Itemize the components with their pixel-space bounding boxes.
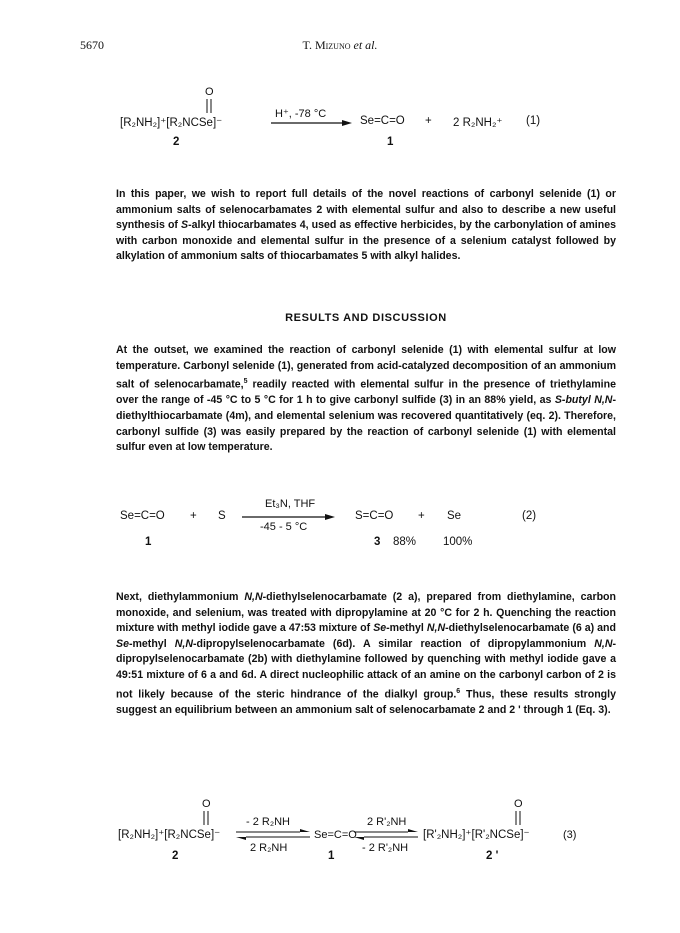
eq1-conditions: H⁺, -78 °C (275, 108, 327, 120)
paragraph-results (116, 343, 616, 456)
para1-text: ) or ammonium salts of selenocarbamates (116, 188, 616, 216)
equation-3 (0, 790, 680, 880)
eq2-product-cos: S=C=O (355, 510, 394, 522)
para3-text: -methyl (386, 622, 427, 635)
eq3-reactant: [R₂NH₂]⁺[R₂NCSe]⁻ (118, 829, 221, 841)
equation-1 (0, 0, 680, 160)
citation-5: 5 (243, 378, 248, 386)
eq3-carbonyl-o-left: O (202, 798, 211, 810)
eq2-product-se: Se (447, 510, 462, 522)
para3-text: Thus, these results strongly suggest an equilibrium between an ammonium salt of selenocarbamate 2 and 2 ' through 1 (Eq. 3). (116, 688, 616, 716)
eq2-conditions-bottom: -45 - 5 °C (260, 521, 308, 533)
eq3-label-2: 2 (172, 850, 179, 862)
eq1-label-1: 1 (387, 136, 394, 148)
eq3-number: (3) (563, 829, 577, 841)
para1-text: with alkyl halides. (367, 250, 461, 263)
eq2-yield-cos: 88% (393, 536, 417, 548)
eq1-carbonyl-o: O (205, 86, 214, 98)
para2-italic: S-butyl N,N (554, 394, 613, 407)
para1-ref-5: 5 (361, 250, 368, 263)
para3-text: -diethylselenocarbamate (6 a) and (445, 622, 616, 635)
eq3-label-2prime: 2 ' (486, 850, 499, 862)
eq2-conditions-top: Et₃N, THF (265, 498, 316, 510)
eq3-middle: Se=C=O (314, 829, 357, 841)
eq1-product-ammonium: 2 R₂NH₂⁺ (453, 117, 503, 129)
eq3-arrow1-bottom: 2 R₂NH (250, 842, 288, 854)
paragraph-intro (116, 187, 616, 265)
eq2-label-3: 3 (374, 536, 381, 548)
eq2-reactant-s: S (218, 510, 226, 522)
equation-2 (0, 490, 680, 560)
citation-6: 6 (456, 687, 461, 695)
para1-ref-2: 2 (316, 203, 323, 216)
eq1-plus: + (425, 115, 432, 127)
para2-text: At the outset, we examined the reaction of carbonyl selenide (1) with elemental sulfur at low temperature. Carbonyl selenide (1), generated from acid-catalyzed decomposition of an ammonium salt of selenocarbamate, (116, 344, 616, 391)
para3-italic: N,N (426, 622, 446, 635)
eq3-arrow2-top: 2 R'₂NH (367, 816, 407, 828)
eq2-reactant-cose: Se=C=O (120, 510, 165, 522)
para3-italic: Se (373, 622, 387, 635)
et-al: et al. (353, 38, 378, 52)
eq1-number: (1) (526, 115, 541, 127)
para1-ref-1: 1 (590, 188, 597, 200)
eq1-lines (0, 0, 680, 160)
para3-italic: N,N (594, 637, 613, 650)
para1-italic-s: S (181, 219, 189, 232)
paragraph-equilibrium (116, 590, 616, 718)
para1-text: -alkyl thiocarbamates (188, 219, 300, 232)
para3-italic: Se (116, 637, 129, 650)
para1-text: In this paper, we wish to report full details of the novel reactions of carbonyl selenide ( (116, 188, 591, 200)
para3-text: -dipropylselenocarbamate (2b) with diethylamine followed by quenching with methyl iodide gave a 49:51 mixture of 6 a and 6d. A direct nucleophilic attack of an amine on the carbonyl carbon of 2 is not likely because of the steric hindrance of the dialkyl group. (116, 637, 616, 701)
para3-text: Next, diethylammonium (116, 591, 245, 603)
eq2-lines (0, 490, 680, 560)
eq3-carbonyl-o-right: O (514, 798, 523, 810)
para3-text: -diethylselenocarbamate (2 a), prepared from diethylamine, carbon monoxide, and selenium, was treated with dipropylamine at 20 °C for 2 h. Quenching the reaction mixture with methyl iodide gave a 47:53 mixture of (116, 591, 616, 635)
eq2-plus-1: + (190, 510, 197, 522)
author-name: T. Mizuno (302, 38, 351, 52)
eq1-label-2: 2 (173, 136, 180, 148)
eq2-yield-se: 100% (443, 536, 473, 548)
para3-italic: N,N (244, 591, 263, 603)
eq1-reactant: [R₂NH₂]⁺[R₂NCSe]⁻ (120, 117, 223, 129)
eq1-product-cose: Se=C=O (360, 115, 405, 127)
section-heading: RESULTS AND DISCUSSION (285, 312, 447, 324)
para1-ref-4: 4 (299, 219, 306, 232)
eq2-label-1: 1 (145, 536, 152, 548)
para1-text: with elemental sulfur and also to describe a new useful synthesis of (116, 203, 616, 232)
eq3-arrow1-top: - 2 R₂NH (246, 816, 290, 828)
eq2-plus-2: + (418, 510, 425, 522)
page-number: 5670 (80, 38, 104, 52)
para3-text: -methyl (128, 637, 175, 650)
eq3-product: [R'₂NH₂]⁺[R'₂NCSe]⁻ (423, 829, 530, 841)
eq3-label-1: 1 (328, 850, 335, 862)
para3-text: -dipropylselenocarbamate (6d). A similar reaction of dipropylammonium (192, 637, 595, 650)
para1-text: , used as effective herbicides, by the carbonylation of amines with carbon monoxide and elemental sulfur in the presence of a selenium catalyst followed by alkylation of ammonium salts of thiocarbamates (116, 219, 616, 263)
para2-text: -diethylthiocarbamate (4m), and elemental selenium was recovered quantitatively (eq. 2). Therefore, carbonyl sulfide (3) was easily prepared by the reaction of carbonyl selenide (1) with elemental sulfur even at low temperature. (116, 394, 616, 454)
eq3-arrow2-bottom: - 2 R'₂NH (362, 842, 409, 854)
eq2-number: (2) (522, 510, 537, 522)
para3-italic: N,N (174, 637, 193, 650)
para2-text: readily reacted with elemental sulfur in the presence of triethylamine over the range of -45 °C to 5 °C for 1 h to give carbonyl sulfide (3) in an 88% yield, as (116, 378, 616, 407)
